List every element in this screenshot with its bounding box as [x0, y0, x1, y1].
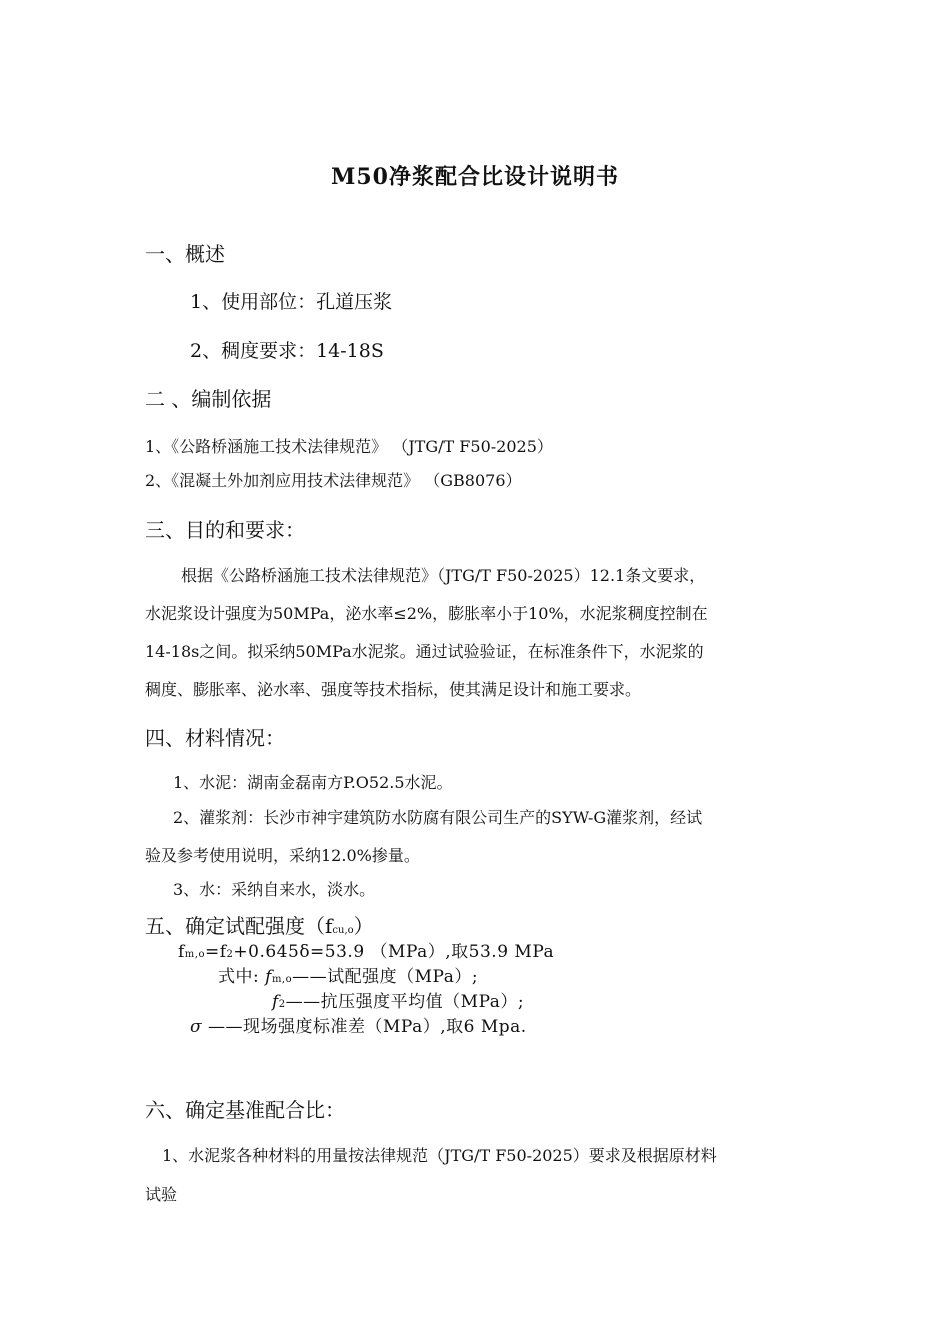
definition-standard-deviation [190, 1012, 527, 1037]
formula-subscript: 2 [278, 999, 286, 1010]
definition-text: ——抗压强度平均值（MPa）; [285, 992, 525, 1012]
paragraph-line: 水泥浆设计强度为50MPa，泌水率≤2%，膨胀率小于10%，水泥浆稠度控制在 [145, 604, 708, 623]
definition-prefix: 式中: [218, 967, 266, 987]
section-5-heading [145, 910, 374, 939]
sigma-symbol: σ [190, 1017, 203, 1037]
section-5-heading-text: 五、确定试配强度（f [145, 914, 333, 938]
formula-symbol: f [265, 967, 272, 987]
definition-trial-strength [218, 962, 478, 987]
definition-average-strength [272, 987, 524, 1012]
section-3-heading: 三、目的和要求： [145, 518, 305, 542]
formula-symbol: f [272, 992, 279, 1012]
consistency-requirement: 2、稠度要求：14-18S [190, 340, 384, 362]
purpose-paragraph [145, 557, 810, 709]
formula-text: +0.645δ=53.9 （MPa）,取53.9 MPa [233, 942, 555, 962]
section-4-heading: 四、材料情况： [145, 726, 285, 750]
heading-close: ） [353, 914, 374, 938]
section-6-heading: 六、确定基准配合比： [145, 1098, 345, 1122]
baseline-mix-line2: 试验 [145, 1185, 178, 1204]
formula-subscript: m,o [271, 974, 293, 985]
material-cement: 1、水泥：湖南金磊南方P.O52.5水泥。 [173, 773, 453, 792]
usage-location: 1、使用部位：孔道压浆 [190, 291, 393, 313]
material-grout-line1: 2、灌浆剂：长沙市神宇建筑防水防腐有限公司生产的SYW-G灌浆剂，经试 [173, 808, 703, 827]
heading-subscript: cu,o [332, 925, 354, 936]
baseline-mix-line1: 1、水泥浆各种材料的用量按法律规范（JTG/T F50-2025）要求及根据原材料 [162, 1146, 717, 1165]
paragraph-line: 稠度、膨胀率、泌水率、强度等技术指标，使其满足设计和施工要求。 [145, 680, 642, 699]
material-water: 3、水：采纳自来水，淡水。 [173, 880, 376, 899]
formula-subscript: 2 [226, 949, 234, 960]
section-1-heading: 一、概述 [145, 242, 225, 266]
reference-1: 1、《公路桥涵施工技术法律规范》 （JTG/T F50-2025） [145, 437, 553, 456]
definition-text: ——试配强度（MPa）; [292, 967, 479, 987]
formula-symbol: f [178, 942, 185, 962]
paragraph-line: 根据《公路桥涵施工技术法律规范》（JTG/T F50-2025）12.1条文要求， [181, 566, 706, 585]
material-grout-line2: 验及参考使用说明，采纳12.0%掺量。 [145, 846, 420, 865]
section-2-heading: 二 、编制依据 [145, 387, 272, 411]
formula-subscript: m,o [184, 949, 205, 960]
document-title: M50净浆配合比设计说明书 [331, 164, 619, 190]
definition-text: ——现场强度标准差（MPa）,取6 Mpa. [202, 1017, 527, 1037]
formula-text: =f [204, 942, 227, 962]
paragraph-line: 14-18s之间。拟采纳50MPa水泥浆。通过试验验证，在标准条件下，水泥浆的 [145, 642, 704, 661]
reference-2: 2、《混凝土外加剂应用技术法律规范》 （GB8076） [145, 471, 522, 490]
trial-strength-formula [178, 937, 554, 962]
